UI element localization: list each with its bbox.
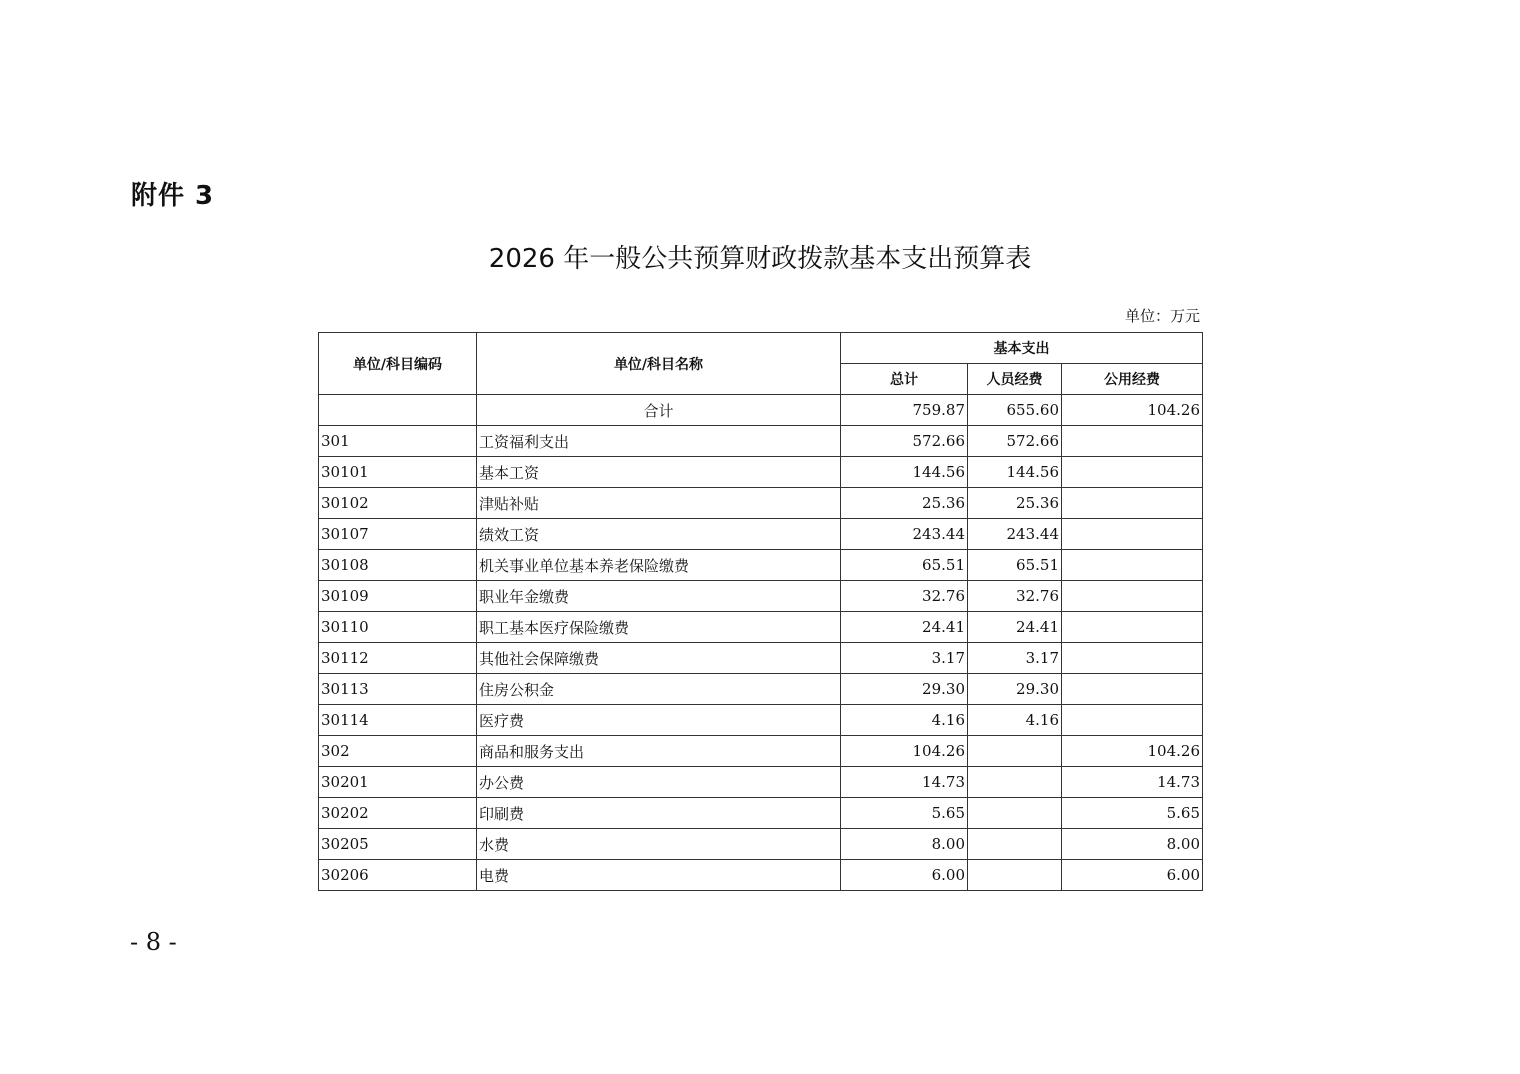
cell-total: 65.51 xyxy=(841,550,968,581)
cell-code: 30108 xyxy=(319,550,477,581)
cell-personnel: 655.60 xyxy=(968,395,1062,426)
cell-name: 水费 xyxy=(477,829,841,860)
unit-note: 单位：万元 xyxy=(1124,307,1200,325)
cell-total: 759.87 xyxy=(841,395,968,426)
cell-personnel xyxy=(968,860,1062,891)
attachment-label: 附件 3 xyxy=(131,181,215,211)
cell-total: 4.16 xyxy=(841,705,968,736)
cell-name: 基本工资 xyxy=(477,457,841,488)
table-row xyxy=(319,860,1203,891)
header-total: 总计 xyxy=(841,364,968,395)
cell-name: 医疗费 xyxy=(477,705,841,736)
cell-public: 5.65 xyxy=(1062,798,1203,829)
budget-table xyxy=(318,332,1203,891)
header-code: 单位/科目编码 xyxy=(319,333,477,395)
cell-personnel: 29.30 xyxy=(968,674,1062,705)
cell-code: 30202 xyxy=(319,798,477,829)
table-row xyxy=(319,581,1203,612)
cell-name: 职业年金缴费 xyxy=(477,581,841,612)
cell-name: 商品和服务支出 xyxy=(477,736,841,767)
cell-total: 14.73 xyxy=(841,767,968,798)
cell-code: 30102 xyxy=(319,488,477,519)
page-number: - 8 - xyxy=(130,928,177,956)
cell-total: 6.00 xyxy=(841,860,968,891)
table-row xyxy=(319,705,1203,736)
cell-code: 30205 xyxy=(319,829,477,860)
summary-row xyxy=(319,395,1203,426)
header-public: 公用经费 xyxy=(1062,364,1203,395)
cell-name: 津贴补贴 xyxy=(477,488,841,519)
cell-total: 25.36 xyxy=(841,488,968,519)
cell-total: 243.44 xyxy=(841,519,968,550)
cell-public xyxy=(1062,643,1203,674)
cell-name: 绩效工资 xyxy=(477,519,841,550)
cell-total: 8.00 xyxy=(841,829,968,860)
cell-personnel xyxy=(968,767,1062,798)
table-row xyxy=(319,674,1203,705)
cell-code: 30109 xyxy=(319,581,477,612)
table-row xyxy=(319,519,1203,550)
table-row xyxy=(319,736,1203,767)
cell-public xyxy=(1062,457,1203,488)
table-row xyxy=(319,829,1203,860)
cell-total: 29.30 xyxy=(841,674,968,705)
cell-public xyxy=(1062,488,1203,519)
header-personnel: 人员经费 xyxy=(968,364,1062,395)
table-row xyxy=(319,488,1203,519)
cell-personnel: 25.36 xyxy=(968,488,1062,519)
cell-public xyxy=(1062,705,1203,736)
cell-total: 572.66 xyxy=(841,426,968,457)
cell-public xyxy=(1062,550,1203,581)
cell-total: 5.65 xyxy=(841,798,968,829)
cell-personnel: 572.66 xyxy=(968,426,1062,457)
cell-name: 其他社会保障缴费 xyxy=(477,643,841,674)
cell-code: 30114 xyxy=(319,705,477,736)
cell-public: 104.26 xyxy=(1062,736,1203,767)
cell-total: 3.17 xyxy=(841,643,968,674)
cell-personnel: 144.56 xyxy=(968,457,1062,488)
table-row xyxy=(319,612,1203,643)
cell-name: 电费 xyxy=(477,860,841,891)
cell-total: 144.56 xyxy=(841,457,968,488)
table-row xyxy=(319,550,1203,581)
table-row xyxy=(319,643,1203,674)
cell-personnel: 65.51 xyxy=(968,550,1062,581)
table-body xyxy=(319,395,1203,891)
cell-code: 30112 xyxy=(319,643,477,674)
table-header xyxy=(319,333,1203,395)
cell-personnel xyxy=(968,829,1062,860)
cell-personnel: 3.17 xyxy=(968,643,1062,674)
cell-public: 104.26 xyxy=(1062,395,1203,426)
cell-name: 住房公积金 xyxy=(477,674,841,705)
cell-public xyxy=(1062,581,1203,612)
cell-name: 机关事业单位基本养老保险缴费 xyxy=(477,550,841,581)
cell-public xyxy=(1062,612,1203,643)
cell-personnel: 32.76 xyxy=(968,581,1062,612)
cell-code: 30107 xyxy=(319,519,477,550)
cell-code: 30201 xyxy=(319,767,477,798)
table-row xyxy=(319,767,1203,798)
page-title: 2026 年一般公共预算财政拨款基本支出预算表 xyxy=(488,244,1032,274)
header-name: 单位/科目名称 xyxy=(477,333,841,395)
table-row xyxy=(319,798,1203,829)
cell-code xyxy=(319,395,477,426)
cell-code: 30110 xyxy=(319,612,477,643)
cell-public xyxy=(1062,519,1203,550)
cell-public: 8.00 xyxy=(1062,829,1203,860)
cell-personnel xyxy=(968,798,1062,829)
cell-public: 14.73 xyxy=(1062,767,1203,798)
cell-personnel: 4.16 xyxy=(968,705,1062,736)
cell-public xyxy=(1062,426,1203,457)
cell-code: 301 xyxy=(319,426,477,457)
table-row xyxy=(319,457,1203,488)
cell-public xyxy=(1062,674,1203,705)
cell-personnel: 24.41 xyxy=(968,612,1062,643)
cell-code: 30206 xyxy=(319,860,477,891)
cell-name: 印刷费 xyxy=(477,798,841,829)
cell-name: 工资福利支出 xyxy=(477,426,841,457)
cell-code: 302 xyxy=(319,736,477,767)
cell-name: 职工基本医疗保险缴费 xyxy=(477,612,841,643)
cell-total: 104.26 xyxy=(841,736,968,767)
header-basic-expenditure: 基本支出 xyxy=(841,333,1203,364)
cell-code: 30113 xyxy=(319,674,477,705)
cell-total: 32.76 xyxy=(841,581,968,612)
cell-total: 24.41 xyxy=(841,612,968,643)
cell-name: 合计 xyxy=(477,395,841,426)
cell-public: 6.00 xyxy=(1062,860,1203,891)
cell-name: 办公费 xyxy=(477,767,841,798)
cell-personnel: 243.44 xyxy=(968,519,1062,550)
cell-personnel xyxy=(968,736,1062,767)
cell-code: 30101 xyxy=(319,457,477,488)
table-row xyxy=(319,426,1203,457)
